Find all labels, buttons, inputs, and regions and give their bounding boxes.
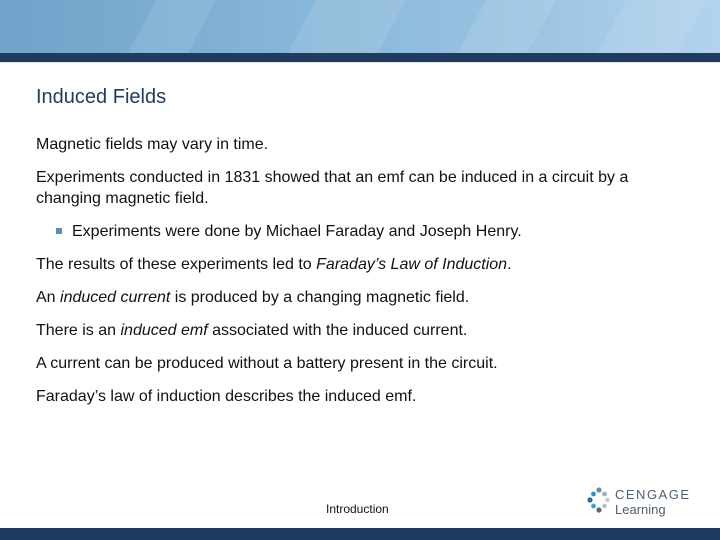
header-banner xyxy=(0,0,720,53)
square-bullet-icon xyxy=(56,228,62,234)
paragraph: Faraday’s law of induction describes the induced emf. xyxy=(36,388,417,405)
header-divider xyxy=(0,62,720,63)
text-run: . xyxy=(507,256,512,273)
paragraph xyxy=(36,254,676,275)
logo-wordmark: CENGAGE xyxy=(615,487,691,502)
footer-bar xyxy=(0,528,720,540)
logo-subword: Learning xyxy=(615,502,666,517)
text-run: associated with the induced current. xyxy=(207,322,468,339)
footer-section-label: Introduction xyxy=(326,502,389,516)
text-run: is produced by a changing magnetic field. xyxy=(170,289,470,306)
paragraph xyxy=(36,287,676,308)
text-run: The results of these experiments led to xyxy=(36,256,317,273)
slide-title: Induced Fields xyxy=(36,86,167,108)
emphasis-text: induced current xyxy=(60,289,171,306)
sub-bullet-text: Experiments were done by Michael Faraday and Joseph Henry. xyxy=(72,223,522,240)
paragraph: Experiments conducted in 1831 showed that an emf can be induced in a circuit by a changing magnetic field. xyxy=(36,169,629,207)
sub-bullet xyxy=(54,221,676,242)
paragraph: A current can be produced without a battery present in the circuit. xyxy=(36,355,498,372)
text-run: An xyxy=(36,289,61,306)
paragraph xyxy=(36,320,676,341)
emphasis-text: Faraday’s Law of Induction xyxy=(316,256,508,273)
text-run: There is an xyxy=(36,322,121,339)
emphasis-text: induced emf xyxy=(120,322,208,339)
paragraph: Magnetic fields may vary in time. xyxy=(36,136,269,153)
header-bar xyxy=(0,53,720,62)
cengage-logo xyxy=(585,486,689,520)
cengage-mark-icon xyxy=(585,486,613,520)
slide-body xyxy=(36,134,676,407)
